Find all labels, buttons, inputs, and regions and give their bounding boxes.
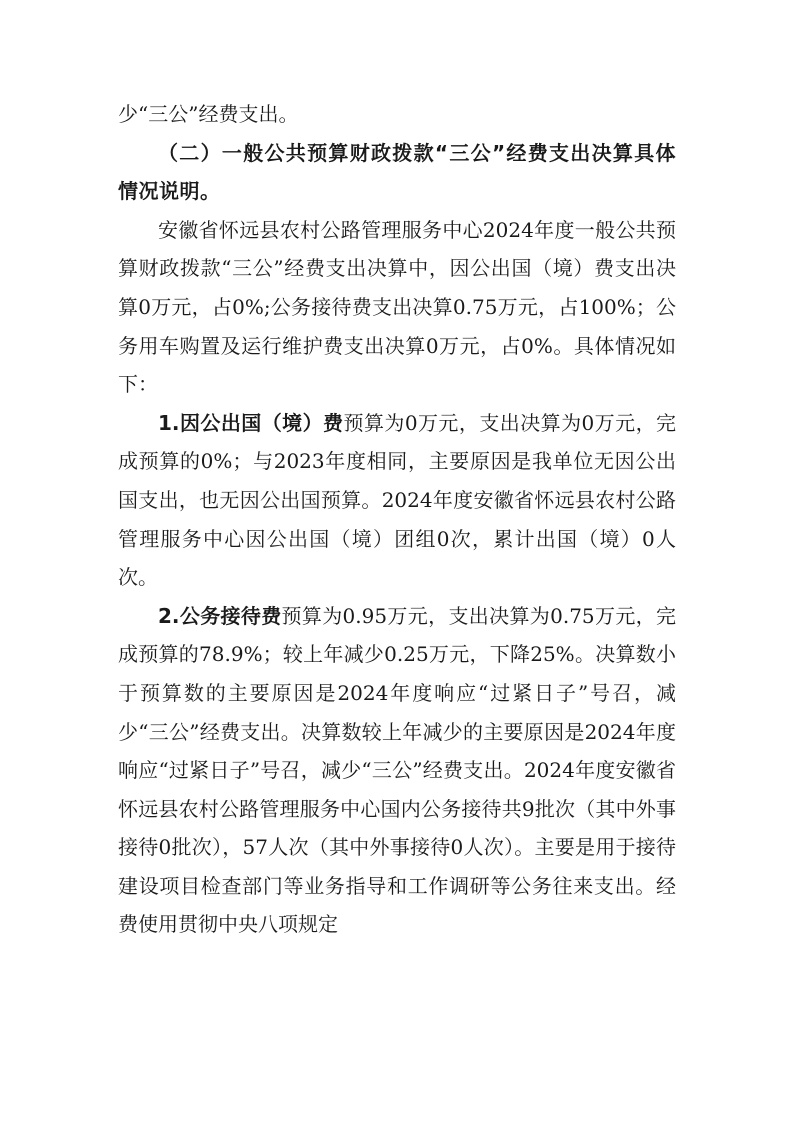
item-2-label: 2.公务接待费: [158, 603, 282, 628]
paragraph-continued: 少“三公”经费支出。: [118, 102, 299, 126]
paragraph-item-1: [118, 404, 676, 597]
item-1-label: 1.因公出国（境）费: [158, 410, 344, 435]
item-1-text: 预算为0万元，支出决算为0万元，完成预算的0%；与2023年度相同，主要原因是我单位无因公出国支出，也无因公出国预算。2024年度安徽省怀远县农村公路管理服务中心因公出国（境）团组0次，累计出国（境）0人次。: [118, 410, 677, 590]
section-heading: （二）一般公共预算财政拨款“三公”经费支出决算具体情况说明。: [118, 140, 676, 204]
paragraph-summary: 安徽省怀远县农村公路管理服务中心2024年度一般公共预算财政拨款“三公”经费支出决算中，因公出国（境）费支出决算0万元，占0%;公务接待费支出决算0.75万元，占100%；公务用车购置及运行维护费支出决算0万元，占0%。具体情况如下：: [118, 217, 676, 397]
item-2-text: 预算为0.95万元，支出决算为0.75万元，完成预算的78.9%；较上年减少0.25万元，下降25%。决算数小于预算数的主要原因是2024年度响应“过紧日子”号召，减少“三公”经费支出。决算数较上年减少的主要原因是2024年度响应“过紧日子”号召，减少“三公”经费支出。2024年度安徽省怀远县农村公路管理服务中心国内公务接待共9批次（其中外事接待0批次），57人次（其中外事接待0人次）。主要是用于接待建设项目检查部门等业务指导和工作调研等公务往来支出。经费使用贯彻中央八项规定: [118, 603, 677, 937]
paragraph-item-2: [118, 597, 676, 944]
document-page: [118, 95, 676, 944]
